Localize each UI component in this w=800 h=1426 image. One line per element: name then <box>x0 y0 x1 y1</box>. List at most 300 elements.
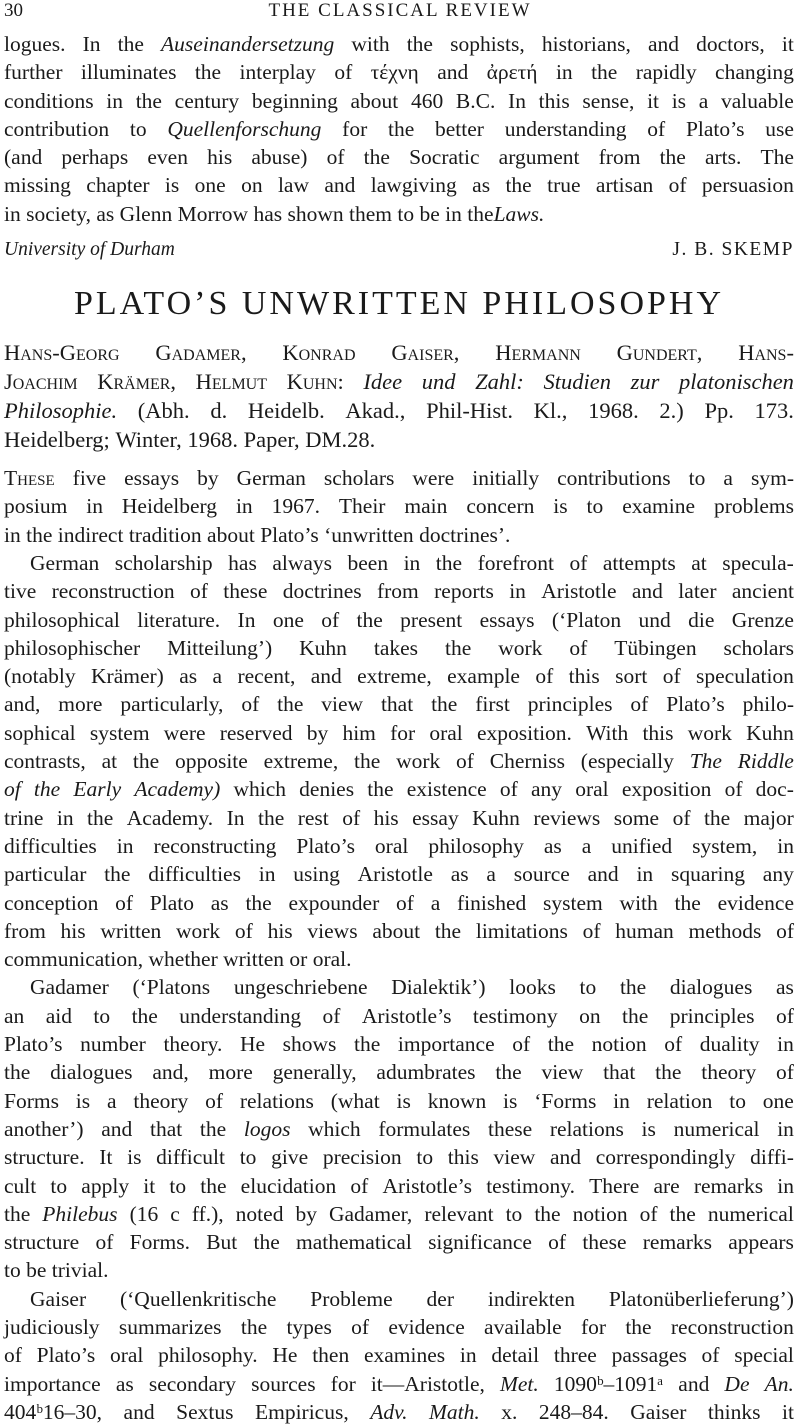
word: major <box>743 805 794 830</box>
word: philosophischer <box>4 635 141 660</box>
text-line <box>4 832 794 860</box>
paragraph <box>4 549 794 973</box>
word: any <box>762 862 794 887</box>
word: structure <box>4 1230 80 1255</box>
word: be <box>26 1258 47 1283</box>
word: by <box>295 1201 317 1226</box>
text-line <box>4 889 794 917</box>
word: in <box>509 579 526 604</box>
word: rest <box>297 805 329 830</box>
word: (‘Quellenkritische <box>119 1286 277 1311</box>
word: and <box>324 173 356 198</box>
word: of <box>582 918 601 943</box>
word: of <box>776 1060 794 1085</box>
word: the <box>26 522 53 547</box>
text-line <box>4 917 794 945</box>
word: a <box>698 88 709 113</box>
word: then <box>312 1343 350 1368</box>
word: generally, <box>272 1060 357 1085</box>
text-line <box>4 171 794 199</box>
word: work <box>687 720 732 745</box>
word: by <box>197 466 219 491</box>
word: Platonüberlieferung’) <box>608 1286 794 1311</box>
word: Konrad <box>282 340 356 366</box>
word: it—Aristotle, <box>370 1371 485 1396</box>
word: that <box>380 692 414 717</box>
word: these <box>487 1116 533 1141</box>
word: zur <box>630 369 660 395</box>
word: Plato’s <box>260 522 319 547</box>
text-line <box>4 1200 794 1228</box>
text-line <box>4 1398 794 1426</box>
word: arts. <box>704 145 742 170</box>
word: Plato’s <box>4 1032 63 1057</box>
word: written <box>100 918 162 943</box>
word: Hans-Georg <box>4 340 120 366</box>
word: expounder <box>288 890 380 915</box>
word: Forms <box>4 1088 59 1113</box>
word: Dialektik’) <box>391 975 486 1000</box>
word: scholars <box>323 466 395 491</box>
word: human <box>615 918 674 943</box>
word: tradition <box>128 522 202 547</box>
word: is <box>396 1088 411 1113</box>
word: is <box>553 494 568 519</box>
word: cult <box>4 1173 37 1198</box>
reviewer-name: J. B. SKEMP <box>672 239 794 261</box>
word: Socratic <box>409 145 480 170</box>
text-line <box>4 492 794 520</box>
word: Heidelberg; <box>4 427 110 453</box>
word: to <box>586 494 604 519</box>
word: abuse) <box>251 145 308 170</box>
previous-review-text <box>4 30 794 228</box>
word: principles <box>527 692 613 717</box>
word: essays <box>479 607 535 632</box>
word: There <box>589 1173 640 1198</box>
word: which <box>308 1116 361 1141</box>
word: as <box>472 173 491 198</box>
word: this <box>568 664 600 689</box>
word: Philosophie. <box>4 398 118 424</box>
word: relations <box>239 1088 314 1113</box>
word: and, <box>4 692 41 717</box>
word: testimony <box>472 1003 558 1028</box>
word: one <box>762 1088 794 1113</box>
word: on <box>241 173 263 198</box>
word: of <box>701 1343 720 1368</box>
word: Philebus <box>42 1201 118 1226</box>
word: Heidelb. <box>247 398 325 424</box>
text-line <box>4 200 794 228</box>
word: in <box>777 1116 794 1141</box>
word: views <box>307 918 358 943</box>
word: the <box>622 1003 649 1028</box>
word: a <box>486 862 496 887</box>
word: relations <box>549 1116 624 1141</box>
word: about <box>372 918 421 943</box>
word: and <box>631 579 663 604</box>
word: his <box>207 145 233 170</box>
word: view <box>541 1060 584 1085</box>
word: doc- <box>755 777 794 802</box>
word: ‘Forms <box>534 1088 597 1113</box>
word: of <box>342 805 361 830</box>
word: of <box>396 890 414 915</box>
word: of <box>326 145 345 170</box>
word: and <box>647 32 680 56</box>
word: x. <box>501 1399 518 1424</box>
word: sources <box>251 1371 316 1396</box>
word: Helmut <box>195 369 268 395</box>
word: to <box>50 1173 68 1198</box>
word: (what <box>330 1088 380 1113</box>
text-line <box>4 606 794 634</box>
word: 1968. <box>187 427 238 453</box>
word: as <box>210 890 229 915</box>
text-line <box>4 1115 794 1143</box>
word: first <box>475 692 510 717</box>
text-line <box>4 58 794 86</box>
word: is <box>671 88 687 113</box>
word: the <box>505 173 532 198</box>
text-line <box>4 662 794 690</box>
word: of <box>662 664 681 689</box>
word: concern <box>466 494 535 519</box>
word: the <box>435 550 463 575</box>
word: philo- <box>742 692 794 717</box>
word: forefront <box>477 550 554 575</box>
word: detail <box>491 1343 540 1368</box>
word: in <box>106 88 124 113</box>
word: Plato’s <box>685 116 745 141</box>
word: Their <box>338 494 386 519</box>
paragraph <box>4 464 794 549</box>
word: has <box>253 201 283 226</box>
word: to <box>169 1173 187 1198</box>
word: the <box>434 918 462 943</box>
word: summarizes <box>118 1314 222 1339</box>
word: shown <box>287 201 344 226</box>
word: difficulties <box>148 862 241 887</box>
word: Plato’s <box>666 692 725 717</box>
word: Plato’s <box>296 833 355 858</box>
word: from <box>598 145 641 170</box>
word: remarks <box>642 1230 712 1255</box>
word: essay <box>412 805 459 830</box>
word: Gundert, <box>616 340 703 366</box>
word: numerical <box>673 1116 760 1141</box>
word: written <box>223 947 285 972</box>
word: it <box>781 32 794 56</box>
word: number <box>80 1032 146 1057</box>
word: limitations <box>475 918 568 943</box>
word: in <box>777 1173 794 1198</box>
word: structure. <box>4 1145 85 1170</box>
word: doctrines’. <box>419 522 511 547</box>
word: him <box>342 720 376 745</box>
word: the <box>4 1060 31 1085</box>
word: mathematical <box>296 1230 412 1255</box>
word: principles <box>669 1003 755 1028</box>
word: in <box>235 494 253 519</box>
word: view <box>493 1145 536 1170</box>
word: dialogues <box>669 975 753 1000</box>
word: Kuhn <box>746 720 794 745</box>
word: known <box>427 1088 487 1113</box>
word: the <box>199 1116 227 1141</box>
word: problems <box>713 494 794 519</box>
word: difficulties <box>4 833 97 858</box>
word: more <box>58 692 103 717</box>
word: give <box>271 1145 309 1170</box>
word: philosophy <box>428 833 524 858</box>
word: Kuhn <box>299 635 347 660</box>
word: contributions <box>557 466 671 491</box>
word: in <box>403 550 421 575</box>
word: oral <box>109 1343 144 1368</box>
word: them <box>349 201 393 226</box>
word: is <box>75 1088 91 1113</box>
word: of <box>724 777 743 802</box>
word: Joachim <box>4 369 78 395</box>
word: Zahl: <box>475 369 524 395</box>
word: sort <box>615 664 648 689</box>
word: die <box>688 607 715 632</box>
word: these <box>223 579 268 604</box>
text-line <box>4 115 794 143</box>
word: it <box>143 1173 156 1198</box>
word: literature. <box>137 607 221 632</box>
word: to <box>505 1201 523 1226</box>
word: present <box>400 607 463 632</box>
word: notion <box>591 1032 647 1057</box>
word: significance <box>428 1230 532 1255</box>
text-line <box>4 1313 794 1341</box>
word: precision <box>322 1145 402 1170</box>
word: Winter, <box>115 427 182 453</box>
word: this <box>538 88 570 113</box>
word: the <box>431 692 458 717</box>
word: der <box>426 1286 454 1311</box>
word: some <box>613 805 660 830</box>
word: The <box>760 145 794 170</box>
word: sense, <box>582 88 635 113</box>
word: of <box>535 664 554 689</box>
word: always <box>272 550 333 575</box>
word: missing <box>4 173 71 198</box>
word: relevant <box>424 1201 494 1226</box>
word: the <box>104 862 131 887</box>
word: (and <box>4 145 43 170</box>
word: looks <box>509 975 556 1000</box>
text-line <box>4 1341 794 1369</box>
word: elucidation <box>240 1173 337 1198</box>
word: system <box>89 720 150 745</box>
journal-title: THE CLASSICAL REVIEW <box>268 0 532 21</box>
word: It <box>99 1145 113 1170</box>
text-line <box>4 747 794 775</box>
word: Gadamer <box>30 975 109 1000</box>
word: posium <box>4 494 68 519</box>
word: in <box>555 60 573 85</box>
bib-line <box>4 425 794 454</box>
word: De <box>724 1371 750 1396</box>
word: later <box>678 579 717 604</box>
word: finished <box>457 890 527 915</box>
word: the <box>4 1201 31 1226</box>
word: in <box>459 1343 477 1368</box>
word: Kuhn <box>472 805 520 830</box>
word: and <box>587 862 619 887</box>
word: the <box>132 749 160 774</box>
word: types <box>286 1314 332 1339</box>
text-line <box>4 521 794 549</box>
word: 2.) <box>659 398 684 424</box>
word: century <box>174 88 240 113</box>
word: main <box>404 494 448 519</box>
text-line <box>4 1285 794 1313</box>
word: doctrines <box>282 579 362 604</box>
word: changing <box>715 60 794 85</box>
word: notion <box>572 1201 628 1226</box>
word: to <box>239 1145 257 1170</box>
word: for <box>342 116 368 141</box>
text-line <box>4 1228 794 1256</box>
word: Sextus <box>176 1399 234 1424</box>
word: in <box>258 862 276 887</box>
word: the <box>655 1060 682 1085</box>
word: He <box>239 1032 266 1057</box>
word: Mitteilung’) <box>167 635 273 660</box>
word: ancient <box>731 579 794 604</box>
word: scholarship <box>114 550 213 575</box>
word: is <box>641 1116 656 1141</box>
word: the <box>703 805 731 830</box>
word: the <box>245 890 272 915</box>
word: beginning <box>251 88 338 113</box>
word: argument <box>498 145 580 170</box>
word: with <box>619 890 658 915</box>
word: Idee <box>363 369 403 395</box>
word: are <box>653 1173 680 1198</box>
word: an <box>4 1003 25 1028</box>
word: be <box>419 201 440 226</box>
word: this <box>642 720 674 745</box>
page-number: 30 <box>4 0 23 21</box>
word: by <box>306 720 329 745</box>
word: special <box>734 1343 794 1368</box>
word: and <box>437 60 469 85</box>
word: the <box>591 60 618 85</box>
word: With <box>586 720 629 745</box>
word: from <box>376 579 419 604</box>
text-line <box>4 549 794 577</box>
word: a <box>430 890 441 915</box>
word: understanding <box>504 116 627 141</box>
word: oral <box>374 833 409 858</box>
word: which <box>233 777 286 802</box>
word: in <box>4 201 21 226</box>
word: philosophical <box>4 607 120 632</box>
word: the <box>277 692 304 717</box>
word: and, <box>152 1060 189 1085</box>
word: indirekten <box>487 1286 576 1311</box>
word: German <box>30 550 100 575</box>
word: of <box>205 1088 224 1113</box>
word: und <box>421 369 456 395</box>
word: true <box>547 173 581 198</box>
word: the <box>367 777 394 802</box>
bib-line <box>4 367 794 396</box>
word: Pp. <box>704 398 734 424</box>
text-line <box>4 577 794 605</box>
word: remarks <box>693 1173 764 1198</box>
word: of <box>115 890 134 915</box>
word: logues. <box>4 32 66 56</box>
word: importance <box>4 1371 101 1396</box>
word: as <box>776 975 794 1000</box>
word: adumbrates <box>376 1060 476 1085</box>
word: German <box>236 466 306 491</box>
word: the <box>659 145 686 170</box>
word: Aristotle’s <box>382 1173 473 1198</box>
word: Probleme <box>310 1286 393 1311</box>
word: trivial. <box>51 1258 109 1283</box>
word: one <box>194 173 226 198</box>
word: to <box>729 1088 746 1113</box>
word: that <box>149 1116 183 1141</box>
word: denies <box>299 777 355 802</box>
word: An. <box>764 1371 794 1396</box>
word: that <box>603 1060 636 1085</box>
word: his <box>267 918 293 943</box>
word: ἀρετή <box>486 60 538 85</box>
word: as <box>179 664 198 689</box>
word: oral <box>575 777 609 802</box>
word: with <box>351 32 390 56</box>
word: DM.28. <box>305 427 376 453</box>
word: in <box>777 1032 794 1057</box>
word: a <box>723 466 733 491</box>
word: even <box>147 145 188 170</box>
word: is <box>164 173 180 198</box>
word: and <box>550 1145 582 1170</box>
word: a <box>212 664 223 689</box>
word: 1968. <box>588 398 639 424</box>
word: In <box>508 88 526 113</box>
text-line <box>4 464 794 492</box>
word: of <box>4 1343 22 1368</box>
word: und <box>638 607 671 632</box>
word: reviews <box>533 805 601 830</box>
word: logos <box>243 1116 291 1141</box>
word: τέχνη <box>370 60 419 85</box>
word: of <box>321 607 340 632</box>
word: whether <box>148 947 218 972</box>
word: Gadamer, <box>328 1201 413 1226</box>
word: the <box>257 805 285 830</box>
word: evidence <box>717 890 794 915</box>
word: 1967. <box>271 494 320 519</box>
word: particularly, <box>120 692 224 717</box>
word: platonischen <box>678 369 794 395</box>
word: B.C. <box>455 88 496 113</box>
word: communication, <box>4 947 144 972</box>
word: extreme, <box>357 664 432 689</box>
word: three <box>553 1343 597 1368</box>
text-line <box>4 634 794 662</box>
